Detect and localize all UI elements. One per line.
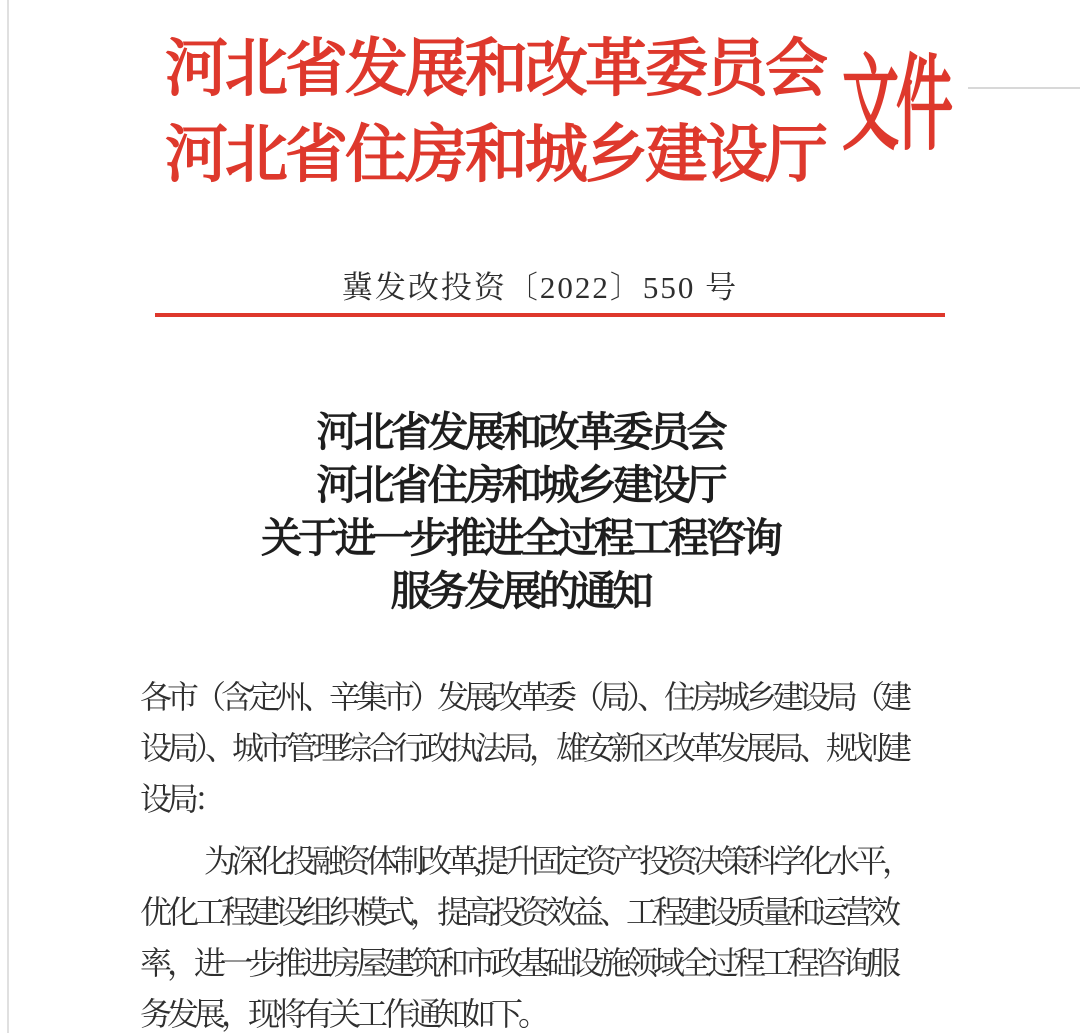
document-body [140, 672, 955, 1033]
scan-line-artifact [968, 87, 1080, 89]
salutation-paragraph [140, 672, 955, 825]
text-line: 优化工程建设组织模式，提高投资效益、工程建设质量和运营效 [140, 894, 897, 930]
intro-paragraph [140, 836, 955, 1033]
text-line: 设局： [140, 781, 222, 817]
letterhead [150, 26, 840, 198]
doc-mark-wenjian: 文件 [842, 48, 950, 163]
scan-edge-artifact [7, 0, 9, 1033]
org-name-line-1: 河北省发展和改革委员会 [165, 34, 825, 104]
title-line-3: 关于进一步推进全过程工程咨询 [261, 515, 779, 561]
document-title [140, 406, 900, 618]
text-line: 为深化投融资体制改革,提升固定资产投资决策科学化水平， [204, 843, 910, 879]
text-line: 务发展，现将有关工作通知如下。 [140, 996, 546, 1032]
text-line: 设局）、城市管理综合行政执法局，雄安新区改革发展局、规划建 [140, 730, 908, 766]
title-line-2: 河北省住房和城乡建设厅 [316, 462, 724, 508]
red-divider-line [155, 313, 945, 317]
document-number: 冀发改投资〔2022〕550 号 [341, 270, 739, 305]
title-line-4: 服务发展的通知 [390, 568, 650, 614]
text-line: 各市（含定州、辛集市）发展改革委（局）、住房城乡建设局（建 [140, 679, 908, 715]
org-name-line-2: 河北省住房和城乡建设厅 [165, 120, 825, 190]
text-line: 率，进一步推进房屋建筑和市政基础设施领域全过程工程咨询服 [140, 945, 897, 981]
title-line-1: 河北省发展和改革委员会 [316, 409, 724, 455]
